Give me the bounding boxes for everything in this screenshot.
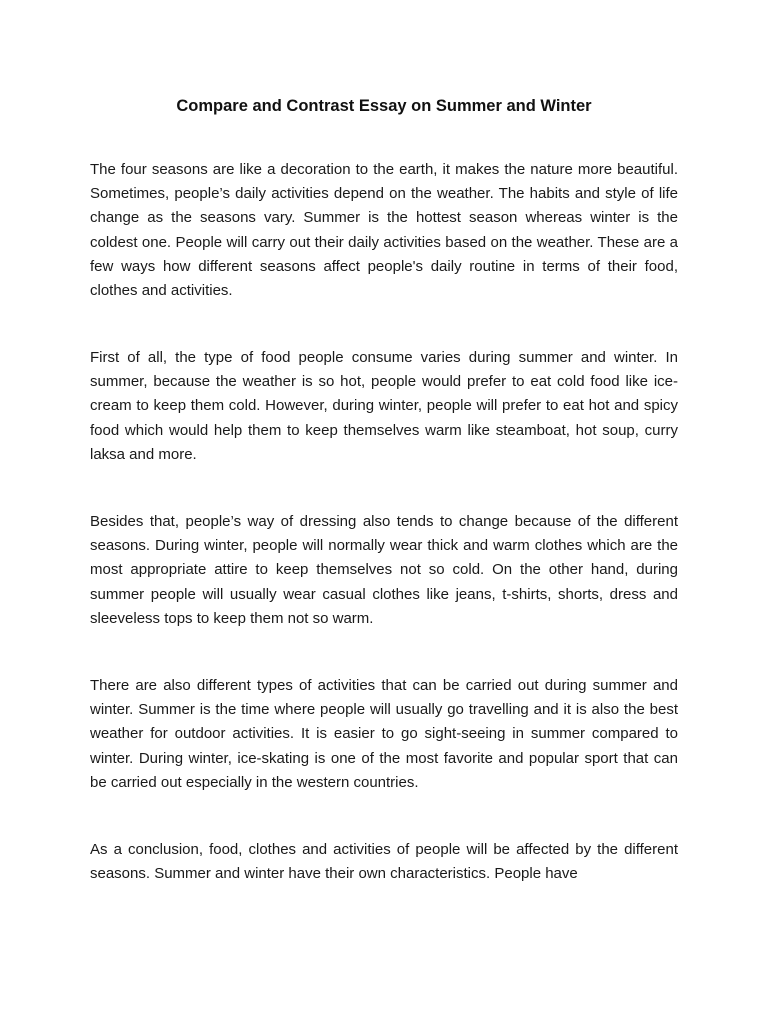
- paragraph-conclusion: As a conclusion, food, clothes and activities of people will be affected by the different seasons. Summer and winter have their own characteristics. People have: [90, 841, 678, 883]
- paragraph-introduction: The four seasons are like a decoration to the earth, it makes the nature more beautiful. Sometimes, people’s daily activities depend on the weather. The habits and style of life change as the seasons vary. Summer is the hottest season whereas winter is the coldest one. People will carry out their daily activities based on the weather. These are a few ways how different seasons affect people's daily routine in terms of their food, clothes and activities.: [90, 161, 678, 300]
- paragraph-activities: There are also different types of activities that can be carried out during summer and winter. Summer is the time where people will usually go travelling and it is also the best weather for outdoor activities. It is easier to go sight-seeing in summer compared to winter. During winter, ice-skating is one of the most favorite and popular sport that can be carried out especially in the western countries.: [90, 677, 678, 791]
- essay-title: Compare and Contrast Essay on Summer and Winter: [176, 97, 592, 115]
- paragraph-clothes: Besides that, people’s way of dressing also tends to change because of the different seasons. During winter, people will normally wear thick and warm clothes which are the most appropriate attire to keep themselves not so cold. On the other hand, during summer people will usually wear casual clothes like jeans, t-shirts, shorts, dress and sleeveless tops to keep them not so warm.: [90, 513, 678, 627]
- paragraph-food: First of all, the type of food people consume varies during summer and winter. In summer, because the weather is so hot, people would prefer to eat cold food like ice-cream to keep them cold. However, during winter, people will prefer to eat hot and spicy food which would help them to keep themselves warm like steamboat, hot soup, curry laksa and more.: [90, 349, 678, 463]
